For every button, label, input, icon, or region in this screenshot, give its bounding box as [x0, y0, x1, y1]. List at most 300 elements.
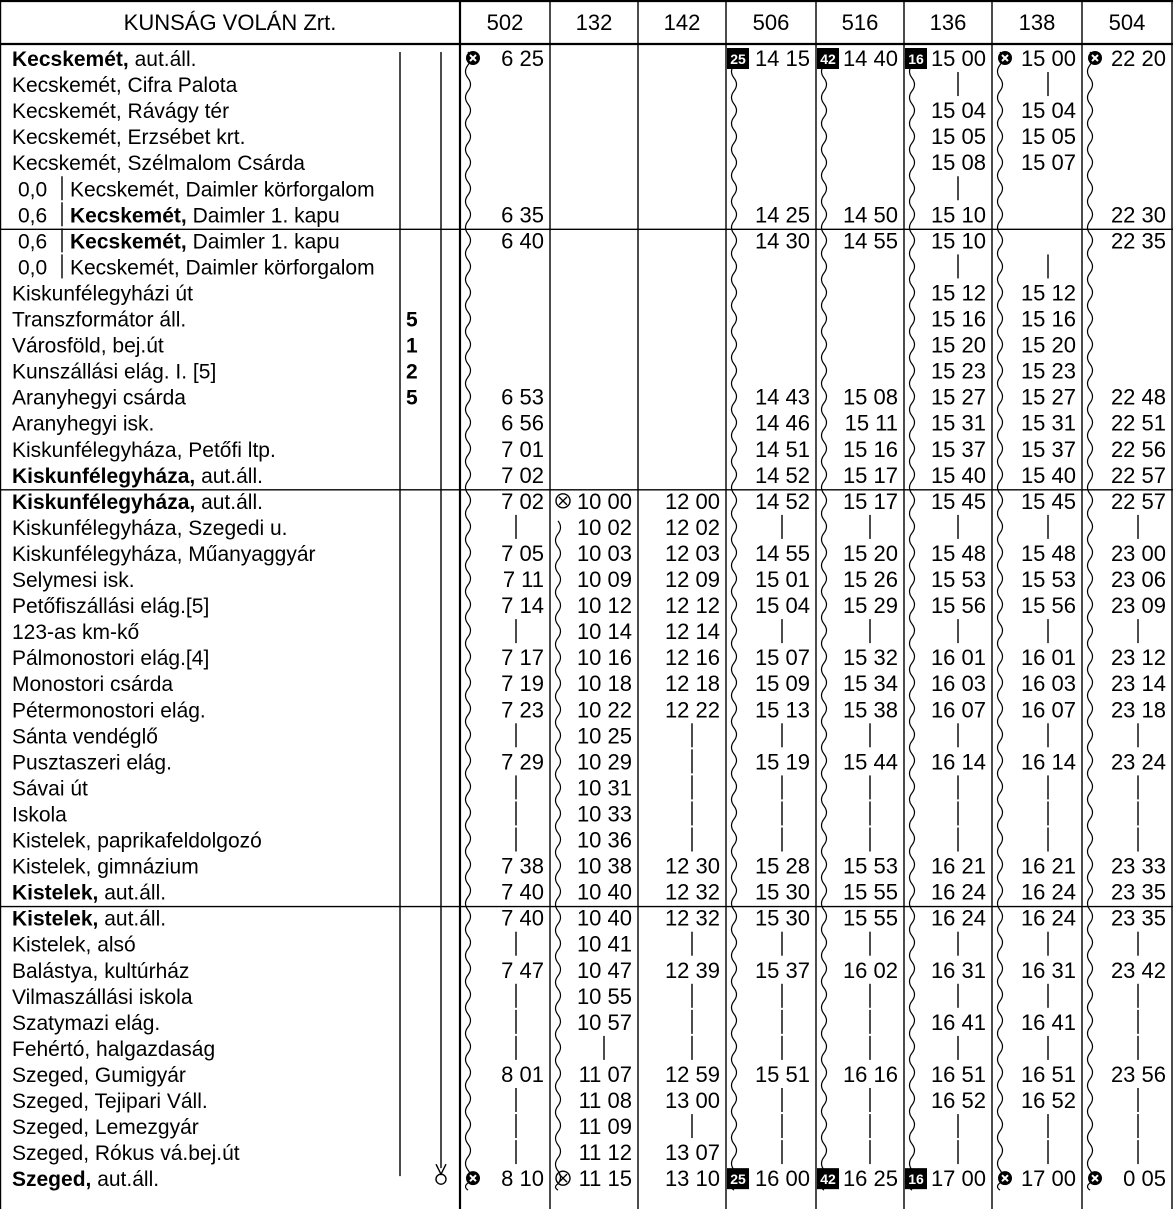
departure-time: 14 55 [842, 228, 898, 254]
stop-name [12, 960, 189, 983]
stop-name [12, 673, 173, 696]
column-header-516: 516 [841, 10, 879, 35]
departure-time: 7 02 [501, 462, 544, 488]
departure-time: 16 24 [930, 879, 986, 905]
departure-time: 15 32 [842, 645, 898, 671]
departure-time: 17 00 [1020, 1166, 1076, 1192]
stop-name-main: Kiskunfélegyháza, Petőfi ltp. [12, 438, 276, 462]
table-row [12, 489, 1166, 514]
departure-time: 16 24 [1020, 879, 1076, 905]
stop-name-main: Sávai út [12, 777, 88, 801]
stop-name-main: Szeged, Gumigyár [12, 1063, 186, 1087]
table-row [12, 880, 1166, 905]
departure-time: 7 05 [501, 540, 544, 566]
departure-time: 12 59 [664, 1061, 720, 1087]
departure-time: 22 57 [1110, 462, 1166, 488]
table-row [12, 437, 1166, 462]
departure-time: 12 12 [664, 593, 720, 619]
departure-time: 12 14 [664, 619, 720, 645]
stop-name-main: Kecskemét, Erzsébet krt. [12, 126, 246, 150]
departure-time: 10 40 [576, 905, 632, 931]
departure-time: 15 56 [1020, 593, 1076, 619]
departure-time: 7 14 [501, 593, 544, 619]
departure-time: 14 51 [754, 436, 810, 462]
stop-name-main: Szeged, Rókus vá.bej.út [12, 1142, 240, 1166]
skip-wave [1088, 52, 1093, 1190]
departure-time: 15 04 [1020, 98, 1076, 124]
stop-name-suffix: aut.áll. [98, 907, 167, 931]
table-row [12, 307, 1076, 332]
departure-time: 12 32 [664, 879, 720, 905]
table-row [12, 463, 1166, 488]
departure-time: 16 14 [930, 749, 986, 775]
departure-time: 15 13 [754, 697, 810, 723]
stop-name-main: Iskola [12, 803, 67, 827]
stop-name-main: Monostori csárda [12, 673, 174, 697]
stop-name-main: Kecskemét, Szélmalom Csárda [12, 152, 305, 176]
service-badge-label: 25 [730, 51, 746, 67]
table-row [12, 645, 1166, 670]
departure-time: 15 45 [1020, 488, 1076, 514]
departure-time: 13 00 [664, 1088, 720, 1113]
table-row [12, 359, 1076, 384]
stop-name-main: Pusztaszeri elág. [12, 751, 172, 775]
stop-name [12, 387, 186, 410]
departure-time: 15 34 [842, 671, 898, 697]
departure-time: 14 40 [842, 46, 898, 71]
departure-time: 16 52 [1020, 1088, 1076, 1113]
departure-time: 7 40 [501, 905, 544, 931]
departure-time: 10 09 [576, 567, 632, 592]
zone-number: 1 [406, 334, 418, 358]
table-row [12, 1166, 1166, 1191]
departure-time: 15 38 [842, 697, 898, 723]
departure-time: 14 46 [754, 410, 810, 436]
departure-time: 6 35 [501, 202, 544, 228]
departure-time: 10 03 [576, 540, 632, 566]
departure-time: 15 04 [930, 98, 986, 124]
departure-time: 14 43 [754, 384, 810, 410]
departure-time: 13 10 [664, 1166, 720, 1192]
table-row [12, 593, 1166, 618]
departure-time: 15 00 [1020, 46, 1076, 71]
stop-name-main: Aranyhegyi csárda [12, 386, 186, 410]
table-row [12, 515, 1138, 540]
departure-time: 16 41 [1020, 1009, 1076, 1035]
departure-time: 7 40 [501, 879, 544, 905]
departure-time: 15 04 [754, 593, 810, 619]
departure-time: 23 33 [1110, 853, 1166, 879]
departure-time: 16 03 [930, 671, 986, 697]
departure-time: 14 52 [754, 488, 810, 514]
departure-time: 15 17 [842, 488, 898, 514]
stop-name-main: Szeged, Lemezgyár [12, 1116, 199, 1140]
departure-time: 16 24 [930, 905, 986, 931]
departure-time: 15 16 [842, 436, 898, 462]
departure-time: 15 31 [930, 410, 986, 436]
service-badge-label: 42 [820, 1171, 836, 1188]
departure-time: 15 23 [930, 358, 986, 384]
table-row [12, 333, 1076, 358]
stop-name-main: Kiskunfélegyháza, Szegedi u. [12, 516, 288, 540]
service-badge-label: 42 [820, 51, 836, 67]
stop-name-main: Városföld, bej.út [12, 334, 164, 358]
departure-time: 15 53 [930, 567, 986, 592]
stop-name-main: Kiskunfélegyháza, [12, 464, 196, 488]
departure-time: 23 18 [1110, 697, 1166, 723]
departure-time: 22 56 [1110, 436, 1166, 462]
departure-time: 16 21 [1020, 853, 1076, 879]
table-row [12, 567, 1166, 592]
stop-name-suffix: Daimler 1. kapu [186, 230, 340, 254]
column-header-136: 136 [929, 10, 967, 35]
stop-name-main: Pétermonostori elág. [12, 699, 206, 723]
stop-name [12, 1168, 159, 1191]
stop-name [12, 830, 262, 853]
zone-number: 5 [406, 386, 418, 410]
departure-time: 23 12 [1110, 645, 1166, 671]
stop-name-main: Balástya, kultúrház [12, 959, 190, 983]
stop-name-suffix: Daimler 1. kapu [186, 204, 340, 228]
stop-name [12, 413, 154, 436]
skip-wave [822, 52, 827, 1190]
stop-name-main: Aranyhegyi isk. [12, 412, 155, 436]
table-row [12, 723, 1138, 748]
service-badge-label: 25 [730, 1171, 746, 1188]
departure-time: 23 09 [1110, 593, 1166, 619]
departure-time: 10 33 [576, 801, 632, 827]
departure-time: 15 56 [930, 593, 986, 619]
stop-name [12, 491, 263, 514]
departure-time: 15 11 [844, 410, 898, 436]
departure-time: 23 42 [1110, 957, 1166, 983]
stop-name-main: Kunszállási elág. I. [5] [12, 360, 217, 384]
departure-time: 15 05 [1020, 124, 1076, 150]
stop-name-suffix: aut.áll. [195, 490, 263, 514]
departure-time: 7 17 [501, 645, 544, 671]
stop-name-main: Kecskemét, [70, 204, 187, 228]
departure-time: 8 10 [501, 1166, 544, 1192]
departure-time: 11 09 [578, 1114, 632, 1140]
departure-time: 15 20 [842, 540, 898, 566]
departure-time: 15 26 [842, 567, 898, 592]
stop-name-main: Szeged, Tejipari Váll. [12, 1090, 208, 1113]
stop-name [70, 256, 375, 279]
stop-name [12, 856, 199, 879]
departure-time: 0 05 [1123, 1166, 1166, 1192]
departure-time: 15 55 [842, 905, 898, 931]
stop-name [12, 777, 88, 800]
departure-time: 6 53 [501, 384, 544, 410]
departure-time: 11 07 [578, 1061, 632, 1087]
departure-time: 23 35 [1110, 905, 1166, 931]
departure-time: 12 18 [664, 671, 720, 697]
table-row [18, 202, 1166, 227]
stop-name [12, 309, 186, 332]
service-badge-label: 16 [908, 1171, 924, 1188]
stop-name [12, 74, 238, 97]
departure-time: 16 31 [930, 957, 986, 983]
stop-name-main: Kistelek, [12, 881, 99, 905]
stop-name-main: Pálmonostori elág.[4] [12, 647, 210, 671]
stop-name [12, 335, 164, 358]
column-header-142: 142 [663, 10, 701, 35]
departure-time: 17 00 [930, 1166, 986, 1192]
departure-time: 12 16 [664, 645, 720, 671]
departure-time: 7 11 [502, 567, 544, 592]
departure-time: 10 57 [576, 1009, 632, 1035]
departure-time: 15 27 [930, 384, 986, 410]
stop-name [12, 1064, 186, 1087]
departure-time: 10 16 [576, 645, 632, 671]
departure-time: 7 47 [501, 957, 544, 983]
stop-name [12, 361, 216, 384]
departure-time: 15 27 [1020, 384, 1076, 410]
departure-time: 12 09 [664, 567, 720, 592]
stop-name [12, 100, 229, 123]
column-header-502: 502 [486, 10, 524, 35]
stop-name [12, 465, 263, 488]
stop-name [12, 569, 135, 592]
stop-name-main: Transzformátor áll. [12, 308, 187, 332]
departure-time: 12 22 [664, 697, 720, 723]
crossed-hammers-glyph [559, 497, 567, 505]
departure-time: 16 41 [930, 1009, 986, 1035]
table-row [18, 176, 958, 201]
departure-time: 15 10 [930, 228, 986, 254]
stop-name-main: Szeged, [12, 1168, 92, 1192]
departure-time: 14 30 [754, 228, 810, 254]
departure-time: 15 37 [1020, 436, 1076, 462]
distance-km: 0,6 [18, 204, 48, 228]
table-row [12, 98, 1076, 123]
departure-time: 15 20 [1020, 332, 1076, 358]
table-row [12, 749, 1166, 774]
table-row [12, 906, 1166, 931]
stop-name [12, 1090, 208, 1113]
skip-wave [998, 52, 1003, 1190]
departure-time: 22 48 [1110, 384, 1166, 410]
stop-name [12, 595, 209, 618]
departure-time: 10 47 [576, 957, 632, 983]
stop-name-main: 123-as km-kő [12, 621, 140, 645]
zone-number: 5 [406, 308, 418, 332]
departure-time: 10 31 [576, 775, 632, 801]
stop-name-main: Kiskunfélegyházi út [12, 282, 193, 306]
departure-time: 16 01 [1020, 645, 1076, 671]
stop-name [12, 986, 193, 1009]
stop-name-suffix: aut.áll. [195, 464, 263, 488]
table-row [12, 932, 1138, 957]
departure-time: 15 28 [754, 853, 810, 879]
stop-name [12, 725, 158, 748]
departure-time: 13 07 [664, 1140, 720, 1166]
stop-name-main: Kecskemét, [70, 230, 187, 254]
service-badge-label: 16 [908, 51, 924, 67]
departure-time: 23 24 [1110, 749, 1166, 775]
departure-time: 10 25 [576, 723, 632, 749]
departure-time: 7 38 [501, 853, 544, 879]
skip-wave [556, 521, 561, 1190]
departure-time: 15 01 [754, 567, 810, 592]
stop-name-main: Kistelek, alsó [12, 933, 136, 957]
departure-time: 10 12 [576, 593, 632, 619]
departure-time: 16 51 [930, 1061, 986, 1087]
departure-time: 15 07 [754, 645, 810, 671]
departure-time: 15 37 [930, 436, 986, 462]
column-header-504: 504 [1108, 10, 1146, 35]
departure-time: 16 07 [930, 697, 986, 723]
column-header-138: 138 [1018, 10, 1056, 35]
stop-name-main: Kecskemét, Daimler körforgalom [70, 256, 375, 280]
departure-time: 15 48 [1020, 540, 1076, 566]
departure-time: 14 55 [754, 540, 810, 566]
stop-name-main: Selymesi isk. [12, 569, 135, 592]
departure-time: 16 02 [842, 957, 898, 983]
table-row [12, 671, 1166, 696]
table-row [12, 1114, 1138, 1139]
departure-time: 10 38 [576, 853, 632, 879]
stop-name-main: Fehértó, halgazdaság [12, 1037, 216, 1061]
stop-name-suffix: aut.áll. [128, 48, 197, 71]
departure-time: 6 56 [501, 410, 544, 436]
departure-time: 23 00 [1110, 540, 1166, 566]
zone-number: 2 [406, 360, 418, 384]
table-row [12, 72, 1048, 97]
departure-time: 15 45 [930, 488, 986, 514]
stop-name-main: Kistelek, gimnázium [12, 855, 199, 879]
stop-name-main: Petőfiszállási elág.[5] [12, 595, 210, 619]
departure-time: 15 17 [842, 462, 898, 488]
stop-name-main: Kecskemét, Daimler körforgalom [70, 178, 375, 202]
departure-time: 22 20 [1110, 46, 1166, 71]
distance-km: 0,6 [18, 230, 48, 254]
table-row [12, 124, 1076, 149]
departure-time: 15 12 [930, 280, 986, 306]
table-row [12, 280, 1076, 305]
departure-time: 16 52 [930, 1088, 986, 1113]
departure-time: 15 51 [754, 1061, 810, 1087]
stop-name [12, 1142, 240, 1165]
departure-time: 15 37 [754, 957, 810, 983]
departure-time: 15 19 [754, 749, 810, 775]
departure-time: 10 02 [576, 514, 632, 540]
stop-name-main: Kistelek, paprikafeldolgozó [12, 829, 262, 853]
departure-time: 11 12 [578, 1140, 632, 1166]
departure-time: 15 09 [754, 671, 810, 697]
column-header-506: 506 [752, 10, 790, 35]
departure-time: 16 01 [930, 645, 986, 671]
departure-time: 12 30 [664, 853, 720, 879]
table-row [12, 1010, 1138, 1035]
departure-time: 10 22 [576, 697, 632, 723]
stop-name [12, 751, 172, 774]
departure-time: 6 40 [501, 228, 544, 254]
table-row [12, 984, 1138, 1009]
stop-name-main: Kistelek, [12, 907, 99, 931]
skip-wave [732, 52, 737, 1190]
stop-name [12, 543, 316, 566]
stop-name [12, 699, 206, 722]
departure-time: 15 40 [1020, 462, 1076, 488]
operator-name: KUNSÁG VOLÁN Zrt. [123, 10, 337, 35]
departure-time: 16 24 [1020, 905, 1076, 931]
table-row [18, 254, 1048, 279]
departure-time: 14 50 [842, 202, 898, 228]
departure-time: 6 25 [501, 46, 544, 71]
departure-time: 16 25 [842, 1166, 898, 1192]
departure-time: 10 29 [576, 749, 632, 775]
stop-name [12, 1038, 215, 1061]
stop-name [70, 204, 340, 227]
departure-time: 22 35 [1110, 228, 1166, 254]
departure-time: 10 14 [576, 619, 632, 645]
stop-name [12, 803, 67, 826]
table-row [12, 541, 1166, 566]
departure-time: 16 16 [842, 1061, 898, 1087]
table-row [12, 775, 1138, 800]
departure-time: 15 07 [1020, 150, 1076, 176]
stop-name-main: Kecskemét, Cifra Palota [12, 74, 238, 98]
departure-time: 10 41 [576, 931, 632, 957]
departure-time: 15 29 [842, 593, 898, 619]
departure-time: 22 51 [1110, 410, 1166, 436]
departure-time: 15 23 [1020, 358, 1076, 384]
departure-time: 23 35 [1110, 879, 1166, 905]
departure-time: 15 30 [754, 905, 810, 931]
departure-time: 8 01 [501, 1061, 544, 1087]
table-row [12, 1036, 1138, 1061]
departure-time: 7 19 [501, 671, 544, 697]
skip-wave [910, 52, 915, 1190]
stop-name [70, 230, 340, 253]
departure-time: 15 08 [842, 384, 898, 410]
departure-time: 16 31 [1020, 957, 1076, 983]
stop-name-main: Sánta vendéglő [12, 725, 158, 749]
departure-time: 15 12 [1020, 280, 1076, 306]
departure-time: 15 48 [930, 540, 986, 566]
table-row [12, 1140, 1138, 1165]
departure-time: 15 53 [842, 853, 898, 879]
timetable-body [12, 46, 1166, 1191]
table-row [12, 801, 1138, 826]
stop-name [12, 517, 288, 540]
stop-name [12, 908, 166, 931]
departure-time: 22 30 [1110, 202, 1166, 228]
departure-time: 16 00 [754, 1166, 810, 1192]
departure-time: 14 25 [754, 202, 810, 228]
departure-time: 10 00 [576, 488, 632, 514]
departure-time: 7 02 [501, 488, 544, 514]
stop-name-main: Kiskunfélegyháza, [12, 490, 196, 514]
departure-time: 23 14 [1110, 671, 1166, 697]
departure-time: 7 29 [501, 749, 544, 775]
stop-name-main: Kecskemét, [12, 48, 129, 71]
departure-time: 11 08 [578, 1088, 632, 1113]
departure-time: 23 56 [1110, 1061, 1166, 1087]
departure-time: 15 05 [930, 124, 986, 150]
table-row [12, 46, 1166, 71]
departure-time: 15 53 [1020, 567, 1076, 592]
table-row [12, 828, 1138, 853]
stop-name [12, 126, 245, 149]
departure-time: 15 16 [930, 306, 986, 332]
table-row [18, 228, 1166, 253]
stop-name [12, 882, 166, 905]
departure-time: 23 06 [1110, 567, 1166, 592]
stop-name [12, 934, 136, 957]
departure-time: 7 01 [501, 436, 544, 462]
